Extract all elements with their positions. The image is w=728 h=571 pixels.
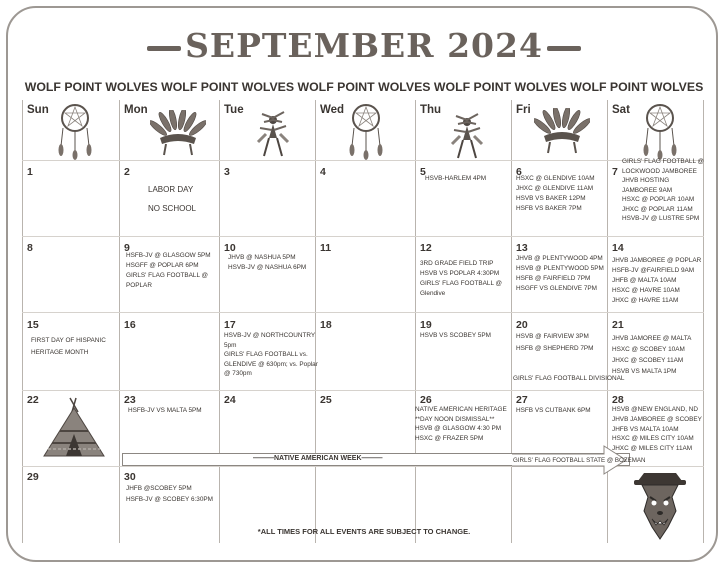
date-number: 26 [420, 394, 432, 406]
date-number: 22 [27, 394, 39, 406]
date-number: 1 [27, 166, 33, 178]
day-name-fri: Fri [516, 104, 531, 116]
event-line: HSVB VS POPLAR 4:30PM [420, 270, 500, 277]
cell-events [415, 405, 507, 443]
event-line: HSFB-JV @ GLASGOW 5PM [126, 252, 211, 259]
grid-line [511, 100, 512, 543]
event-line: HSXC @ HAVRE 10AM [612, 287, 680, 294]
event-line: POPLAR [126, 282, 152, 289]
event-line: NATIVE AMERICAN HERITAGE [415, 406, 507, 413]
event-line: GIRLS' FLAG FOOTBALL DIVISIONAL [513, 375, 625, 382]
event-line: HSXC @ FRAZER 5PM [415, 434, 484, 442]
day-name-sun: Sun [27, 104, 49, 116]
cell-events [612, 333, 691, 377]
day-name-thu: Thu [420, 104, 442, 116]
date-number: 7 [612, 166, 618, 178]
title-dash-right [547, 46, 581, 51]
event-line: JHXC @ MILES CITY 11AM [612, 445, 693, 453]
event-line: **DAY NOON DISMISSAL** [415, 415, 495, 423]
title-dash-left [147, 46, 181, 51]
cell-events [420, 259, 502, 299]
event-line: HSFB @ SHEPHERD 7PM [516, 345, 594, 352]
event-line: @ 730pm [224, 370, 252, 378]
day-name-sat: Sat [612, 104, 630, 116]
cell-events [516, 331, 594, 355]
cell-events [148, 180, 196, 218]
event-line: FIRST DAY OF HISPANIC [31, 337, 106, 344]
cell-events [516, 406, 591, 416]
event-line: HSVB VS SCOBEY 5PM [420, 332, 491, 339]
cell-events [420, 331, 491, 341]
event-line: JHXC @ SCOBEY 11AM [612, 357, 684, 364]
native-american-week-label: ———NATIVE AMERICAN WEEK——— [253, 455, 383, 462]
event-line: HSXC @ GLENDIVE 10AM [516, 175, 595, 182]
date-number: 9 [124, 242, 130, 254]
event-line: JHXC @ HAVRE 11AM [612, 297, 679, 304]
date-number: 13 [516, 242, 528, 254]
event-line: JHFB VS MALTA 10AM [612, 425, 679, 433]
date-number: 3 [224, 166, 230, 178]
date-number: 5 [420, 166, 426, 178]
date-number: 6 [516, 166, 522, 178]
date-number: 17 [224, 319, 236, 331]
event-line: HSVB VS BAKER 12PM [516, 195, 586, 202]
cell-events [126, 483, 213, 505]
event-line: GIRLS' FLAG FOOTBALL STATE @ BOZEMAN [513, 457, 646, 464]
date-number: 28 [612, 394, 624, 406]
event-line: JHVB HOSTING [622, 177, 670, 184]
event-line: HSFB-JV @FAIRFIELD 9AM [612, 267, 695, 274]
event-line: JHVB JAMOREE @ MALTA [612, 335, 692, 342]
date-number: 21 [612, 319, 624, 331]
date-number: 18 [320, 319, 332, 331]
date-number: 2 [124, 166, 130, 178]
cell-events [513, 374, 624, 384]
event-line: HSFB-JV @ SCOBEY 6:30PM [126, 496, 213, 503]
tipi-icon [40, 394, 106, 464]
event-line: HSVB VS MALTA 1PM [612, 368, 677, 375]
date-number: 30 [124, 471, 136, 483]
date-number: 16 [124, 319, 136, 331]
event-line: HSVB @NEW ENGLAND, ND [612, 406, 699, 413]
date-number: 24 [224, 394, 236, 406]
cell-events [612, 256, 701, 306]
date-number: 14 [612, 242, 624, 254]
cell-events [516, 254, 604, 294]
grid-line [22, 236, 704, 237]
event-line: GIRLS' FLAG FOOTBALL @ [420, 280, 503, 287]
date-number: 15 [27, 319, 39, 331]
title-text: SEPTEMBER 2024 [185, 26, 543, 65]
event-line: JHVB @ NASHUA 5PM [228, 254, 296, 261]
event-line: HSFB VS CUTBANK 6PM [516, 407, 591, 414]
event-line: JHXC @ GLENDIVE 11AM [516, 185, 594, 192]
event-line: HSFB-JV VS MALTA 5PM [128, 407, 202, 414]
date-number: 4 [320, 166, 326, 178]
cell-events [128, 406, 202, 416]
calendar-title [0, 26, 728, 65]
event-line: GIRLS' FLAG FOOTBALL @ [622, 158, 705, 165]
dancer-icon [252, 108, 294, 160]
dreamcatcher-icon [640, 102, 680, 160]
event-line: HSXC @ MILES CITY 10AM [612, 435, 694, 443]
event-line: HSXC @ POPLAR 10AM [622, 196, 695, 203]
grid-line [22, 312, 704, 313]
headdress-icon [534, 108, 590, 154]
event-line: NO SCHOOL [148, 204, 197, 213]
event-line: LABOR DAY [148, 185, 194, 194]
day-name-mon: Mon [124, 104, 148, 116]
dancer-icon [446, 110, 488, 162]
dreamcatcher-icon [55, 102, 95, 160]
event-line: 3RD GRADE FIELD TRIP [420, 260, 494, 267]
cell-events [425, 174, 486, 184]
event-line: JHXC @ POPLAR 11AM [622, 205, 693, 213]
dreamcatcher-icon [346, 102, 386, 160]
cell-events [126, 251, 211, 291]
event-line: JHVB @ PLENTYWOOD 4PM [516, 255, 603, 262]
cell-events [516, 174, 595, 214]
date-number: 23 [124, 394, 136, 406]
date-number: 20 [516, 319, 528, 331]
grid-line [22, 390, 704, 391]
event-line: JHFB @ MALTA 10AM [612, 277, 677, 284]
event-line: HSFB VS BAKER 7PM [516, 205, 582, 212]
day-name-tue: Tue [224, 104, 244, 116]
event-line: HSVB @ FAIRVIEW 3PM [516, 333, 589, 340]
event-line: HSXC @ SCOBEY 10AM [612, 346, 685, 353]
cell-events [224, 331, 318, 379]
event-line: HSGFF @ POPLAR 6PM [126, 262, 199, 269]
event-line: HSVB-JV @ NORTHCOUNTRY [224, 332, 316, 339]
event-line: GIRLS' FLAG FOOTBALL @ [126, 272, 209, 279]
event-line: HSVB @ GLASGOW 4:30 PM [415, 425, 502, 433]
event-line: HSFB @ FAIRFIELD 7PM [516, 275, 591, 282]
event-line: LOCKWOOD JAMBOREE [622, 167, 697, 175]
headdress-icon [150, 110, 206, 156]
team-banner: WOLF POINT WOLVES WOLF POINT WOLVES WOLF POINT WOLVES WOLF POINT WOLVES WOLF POINT WOLVES [24, 80, 704, 94]
grid-line [119, 100, 120, 543]
date-number: 12 [420, 242, 432, 254]
grid-line [415, 100, 416, 543]
event-line: GLENDIVE @ 630pm; vs. Poplar [224, 360, 318, 368]
event-line: HSVB-JV @ NASHUA 6PM [228, 264, 307, 271]
grid-line [607, 100, 608, 543]
date-number: 19 [420, 319, 432, 331]
event-line: HSVB-JV @ LUSTRE 5PM [622, 215, 700, 222]
cell-events [228, 253, 306, 273]
event-line: HSVB @ PLENTYWOOD 5PM [516, 265, 604, 272]
event-line: JHVB JAMBOREE @ POPLAR [612, 257, 702, 264]
grid-line [219, 100, 220, 543]
date-number: 25 [320, 394, 332, 406]
cell-events [31, 335, 106, 359]
grid-line [315, 100, 316, 543]
day-name-wed: Wed [320, 104, 345, 116]
event-line: 5pm [224, 341, 237, 349]
date-number: 8 [27, 242, 33, 254]
event-line: JHFB @SCOBEY 5PM [126, 485, 192, 492]
event-line: JHVB JAMBOREE @ SCOBEY [612, 415, 702, 423]
disclaimer-text: *ALL TIMES FOR ALL EVENTS ARE SUBJECT TO CHANGE. [257, 527, 471, 536]
event-line: HSVB-HARLEM 4PM [425, 175, 487, 182]
event-line: GIRLS' FLAG FOOTBALL vs. [224, 351, 308, 359]
date-number: 29 [27, 471, 39, 483]
event-line: JAMBOREE 9AM [622, 186, 673, 194]
event-line: HERITAGE MONTH [31, 349, 89, 356]
event-line: HSGFF VS GLENDIVE 7PM [516, 285, 597, 292]
event-line: Glendive [420, 290, 446, 297]
grid-line [22, 160, 704, 161]
cell-events [622, 157, 704, 224]
date-number: 11 [320, 242, 332, 254]
cell-events [513, 456, 646, 466]
grid-line [22, 100, 23, 543]
date-number: 10 [224, 242, 236, 254]
date-number: 27 [516, 394, 528, 406]
